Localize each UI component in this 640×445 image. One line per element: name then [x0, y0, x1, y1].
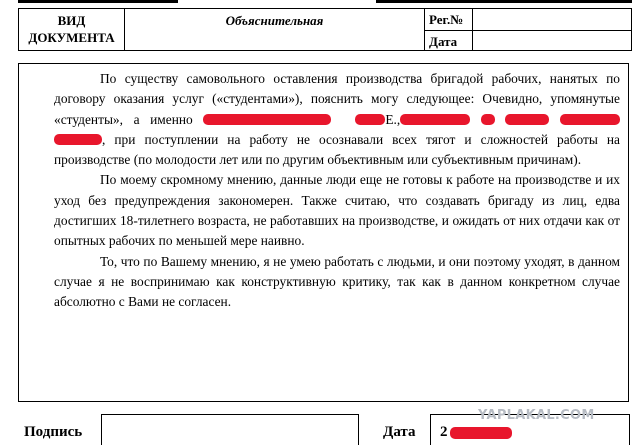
doc-type-value: Объяснительная — [125, 9, 425, 50]
redacted-name-6 — [560, 114, 620, 125]
paragraph-2: По моему скромному мнению, данные люди еще не готовы к работе на производстве и их уход без предупреждения закономерен. Также считаю, что создавать бригаду из лиц, едва достигших 18-тилетнего возраста, не работавших на производстве, и ожидать от них отдачи как от опытных рабочих по меньшей мере наивно. — [54, 172, 620, 249]
reg-values — [473, 9, 631, 50]
signature-label: Подпись — [24, 424, 83, 440]
redacted-name-3 — [400, 114, 470, 125]
paragraph-1-end: , при поступлении на работу не осознавали всех тягот и сложностей работы на производстве (по молодости лет или по другим объективным или субъективным причинам). — [54, 131, 620, 168]
doc-type-line-1: ВИД — [57, 13, 86, 28]
redacted-date — [450, 427, 512, 439]
footer-date-label: Дата — [383, 424, 416, 440]
paragraph-1-start: По существу самовольного оставления производства бригадой рабочих, нанятых по договору оказания услуг («студентами»), пояснить могу следующее: Очевидно, упомянутые «студенты», а именно — [54, 71, 620, 127]
redacted-name-7 — [54, 134, 102, 145]
redaction-suffix: Е., — [385, 111, 401, 127]
paragraph-1 — [54, 69, 620, 170]
top-edge-line-right — [376, 0, 632, 3]
doc-type-label — [19, 9, 125, 50]
header-date-value — [473, 30, 631, 51]
redacted-name-2 — [355, 114, 385, 125]
reg-number-label: Рег.№ — [429, 12, 464, 27]
doc-type-line-2: ДОКУМЕНТА — [28, 30, 115, 45]
paragraph-3: То, что по Вашему мнению, я не умею работать с людьми, и они поэтому уходят, в данном случае я не воспринимаю как конструктивную критику, так как в данном конкретном случае абсолютно с Вами не согласен. — [54, 253, 620, 310]
redacted-name-1 — [203, 114, 331, 125]
document-header-table — [18, 8, 632, 51]
document-body-text — [54, 69, 620, 313]
reg-number-value — [473, 9, 631, 30]
redacted-name-5 — [505, 114, 549, 125]
redacted-name-4 — [481, 114, 495, 125]
signature-field[interactable] — [101, 414, 359, 445]
top-edge-line-left — [18, 0, 178, 3]
footer-date-prefix: 2 — [440, 424, 448, 440]
site-watermark: YAPLAKAL.COM — [478, 408, 595, 423]
reg-labels — [425, 9, 473, 50]
header-date-label: Дата — [425, 30, 472, 51]
